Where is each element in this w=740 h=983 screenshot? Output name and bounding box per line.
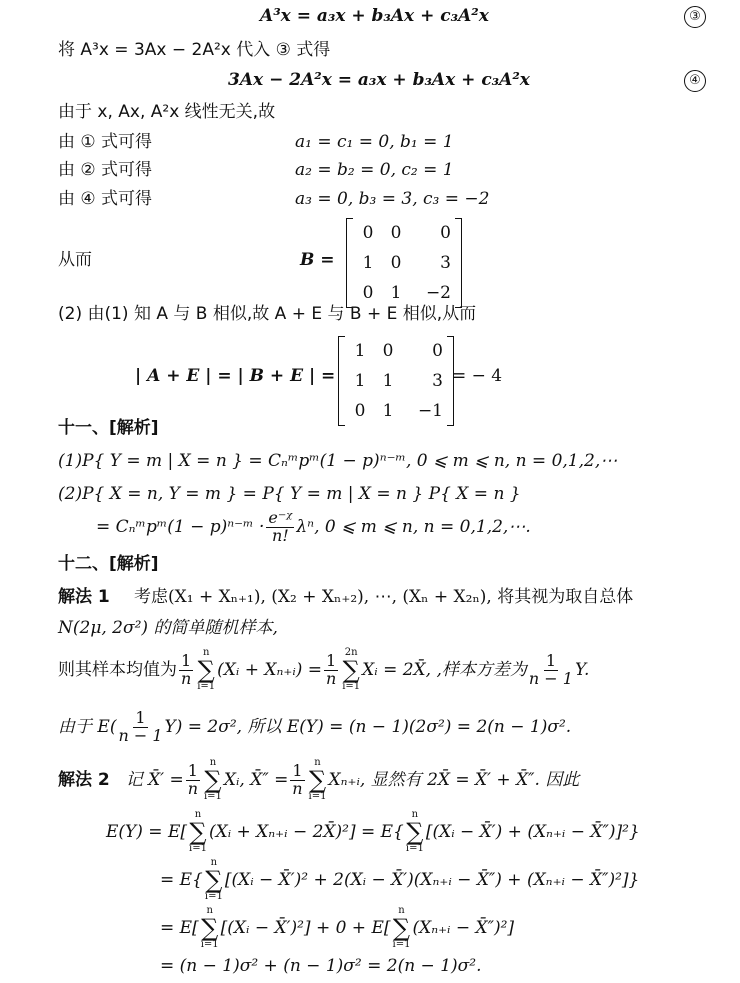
right-bracket	[455, 218, 462, 308]
from-eq1-label: 由 ① 式可得	[58, 132, 153, 152]
sum-lower: i=1	[189, 843, 207, 854]
expression: = Cₙᵐpᵐ(1 − p)ⁿ⁻ᵐ ·	[96, 516, 265, 537]
expression: Xₙ₊ᵢ, 显然有 2X̄ = X̄′ + X̄″. 因此	[328, 769, 580, 790]
matrix-b-cell: 0	[390, 253, 402, 273]
expression: Xᵢ, X̄″ =	[223, 769, 289, 790]
sigma-symbol: ∑	[201, 914, 219, 942]
method-1-text: 考虑(X₁ + Xₙ₊₁), (X₂ + Xₙ₊₂), ⋯, (Xₙ + X₂ₙ), 将其视为取自总体	[134, 587, 634, 607]
numerator: 1	[545, 650, 556, 670]
sigma-symbol: ∑	[342, 656, 360, 684]
expectation-step-2	[160, 858, 639, 902]
sum-lower: i=1	[308, 791, 327, 802]
section-11-part-2: (2)P{ X = n, Y = m } = P{ Y = m | X = n } P{ X = n }	[58, 484, 521, 504]
expression: 由于 E(	[58, 716, 117, 737]
summation	[342, 648, 360, 692]
sum-upper: n	[314, 757, 321, 768]
substitution-text: 将 A³x = 3Ax − 2A²x 代入 ③ 式得	[58, 40, 331, 60]
fraction	[179, 650, 193, 688]
from-eq2-result: a₂ = b₂ = 0, c₂ = 1	[295, 160, 454, 180]
expression: Y) = 2σ², 所以 E(Y) = (n − 1)(2σ²) = 2(n − 1)σ².	[164, 716, 572, 737]
numerator: 1	[135, 708, 146, 727]
expression: 记 X̄′ =	[125, 769, 184, 790]
part-2-text: (2) 由(1) 知 A 与 B 相似,故 A + E 与 B + E 相似,从而	[58, 304, 477, 324]
matrix-b	[346, 218, 462, 308]
denominator: n − 1	[528, 668, 573, 688]
method-2-line	[58, 758, 579, 802]
from-eq4-result: a₃ = 0, b₃ = 3, c₃ = −2	[295, 189, 490, 209]
expression: λⁿ, 0 ⩽ m ⩽ n, n = 0,1,2,⋯.	[296, 516, 531, 537]
sum-lower: i=1	[405, 843, 424, 854]
method-2-label: 解法 2	[58, 769, 110, 790]
summation	[189, 810, 207, 854]
expression: Xᵢ = 2X̄, ,样本方差为	[362, 659, 527, 680]
matrix-b-cell: 0	[390, 223, 402, 243]
determinant-cell: −1	[417, 401, 443, 421]
numerator: 1	[292, 760, 303, 780]
numerator: 1	[187, 760, 198, 780]
equation-tag-4: ④	[684, 70, 706, 92]
expression: E(Y) = E[	[106, 821, 187, 842]
expression: [(Xᵢ − X̄′)² + 2(Xᵢ − X̄′)(Xₙ₊ᵢ − X̄″) + (Xₙ₊ᵢ − X̄″)²]}	[224, 869, 640, 890]
matrix-b-cell: 0	[362, 223, 374, 243]
denominator: n	[292, 778, 303, 798]
matrix-b-cell: 1	[390, 283, 402, 303]
sum-upper: n	[194, 809, 202, 820]
summation	[204, 758, 222, 802]
sum-upper: n	[206, 905, 213, 916]
denominator: n	[187, 778, 199, 798]
summation	[309, 758, 327, 802]
sum-upper: 2n	[344, 647, 358, 658]
summation	[393, 906, 411, 950]
expression: (Xᵢ + Xₙ₊ᵢ) =	[217, 659, 323, 680]
numerator: 1	[326, 650, 337, 670]
from-eq4-label: 由 ④ 式可得	[58, 189, 153, 209]
equation-4: 3Ax − 2A²x = a₃x + b₃Ax + c₃A²x	[228, 70, 530, 90]
matrix-b-cell: 1	[362, 253, 374, 273]
fraction	[324, 650, 338, 688]
sigma-symbol: ∑	[406, 818, 424, 846]
sigma-symbol: ∑	[392, 914, 411, 942]
method-1-expectation-line	[58, 710, 571, 745]
equation-tag-3: ③	[684, 6, 706, 28]
method-1-label: 解法 1	[58, 587, 110, 607]
denominator: n!	[272, 525, 289, 545]
summation	[205, 858, 223, 902]
section-11-heading: 十一、[解析]	[58, 418, 159, 438]
expression: = E[	[160, 917, 199, 938]
fraction	[186, 760, 200, 798]
sigma-symbol: ∑	[204, 766, 222, 794]
determinant-cell: 1	[382, 401, 394, 421]
determinant-cell: 1	[354, 341, 366, 361]
expectation-step-3	[160, 906, 514, 950]
determinant-cell: 3	[432, 371, 443, 391]
equation-3: A³x = a₃x + b₃Ax + c₃A²x	[260, 6, 489, 26]
denominator: n − 1	[118, 725, 163, 745]
sum-lower: i=1	[203, 791, 222, 802]
fraction	[528, 650, 573, 688]
fraction	[118, 710, 162, 745]
sum-lower: i=1	[200, 939, 219, 950]
determinant-cell: 0	[382, 341, 394, 361]
section-11-part-2-cont	[96, 510, 531, 545]
sum-lower: i=1	[197, 681, 216, 692]
left-bracket	[338, 336, 345, 426]
sum-upper: n	[209, 757, 217, 768]
text: 则其样本均值为	[58, 659, 177, 680]
expression: (Xₙ₊ᵢ − X̄″)²]	[412, 917, 515, 938]
from-eq2-label: 由 ② 式可得	[58, 160, 153, 180]
independence-text: 由于 x, Ax, A²x 线性无关,故	[58, 102, 276, 122]
sigma-symbol: ∑	[189, 818, 207, 846]
sum-lower: i=1	[204, 891, 223, 902]
denominator: n	[180, 668, 192, 688]
method-1-text-2: N(2μ, 2σ²) 的简单随机样本,	[58, 618, 278, 638]
determinant-matrix	[338, 336, 454, 426]
numerator: 1	[181, 650, 192, 670]
expectation-step-4: = (n − 1)σ² + (n − 1)σ² = 2(n − 1)σ².	[160, 956, 482, 976]
from-eq1-result: a₁ = c₁ = 0, b₁ = 1	[295, 132, 454, 152]
determinant-cell: 1	[354, 371, 366, 391]
expression: = E{	[160, 869, 203, 890]
determinant-lhs: | A + E | = | B + E | =	[135, 366, 336, 386]
expectation-step-1	[106, 810, 640, 854]
matrix-b-cell: −2	[425, 283, 451, 303]
summation	[197, 648, 215, 692]
expression: (Xᵢ + Xₙ₊ᵢ − 2X̄)²] = E{	[208, 821, 404, 842]
section-12-heading: 十二、[解析]	[58, 554, 159, 574]
sum-upper: n	[411, 809, 419, 820]
denominator: n	[325, 668, 337, 688]
sigma-symbol: ∑	[308, 766, 327, 794]
determinant-cell: 0	[354, 401, 366, 421]
fraction	[266, 510, 294, 545]
matrix-b-cell: 0	[440, 223, 451, 243]
summation	[201, 906, 219, 950]
determinant-value: = − 4	[452, 366, 503, 386]
section-11-part-1: (1)P{ Y = m | X = n } = Cₙᵐpᵐ(1 − p)ⁿ⁻ᵐ, 0 ⩽ m ⩽ n, n = 0,1,2,⋯	[58, 451, 618, 471]
left-bracket	[346, 218, 353, 308]
expression: Y.	[574, 659, 590, 680]
matrix-b-label: B =	[300, 250, 335, 270]
thus-label: 从而	[58, 250, 92, 270]
summation	[406, 810, 424, 854]
numerator: e⁻ᵡ	[268, 508, 293, 527]
fraction	[290, 760, 304, 798]
matrix-b-cell: 0	[362, 283, 374, 303]
sum-upper: n	[210, 857, 218, 868]
sum-lower: i=1	[342, 681, 361, 692]
sigma-symbol: ∑	[197, 656, 215, 684]
sum-upper: n	[398, 905, 405, 916]
method-1-mean-line	[58, 648, 589, 692]
determinant-cell: 0	[432, 341, 443, 361]
expression: [(Xᵢ − X̄′)²] + 0 + E[	[220, 917, 391, 938]
sum-upper: n	[202, 647, 210, 658]
determinant-cell: 1	[382, 371, 394, 391]
matrix-b-cell: 3	[440, 253, 451, 273]
sigma-symbol: ∑	[205, 866, 223, 894]
expression: [(Xᵢ − X̄′) + (Xₙ₊ᵢ − X̄″)]²}	[425, 821, 640, 842]
sum-lower: i=1	[392, 939, 411, 950]
